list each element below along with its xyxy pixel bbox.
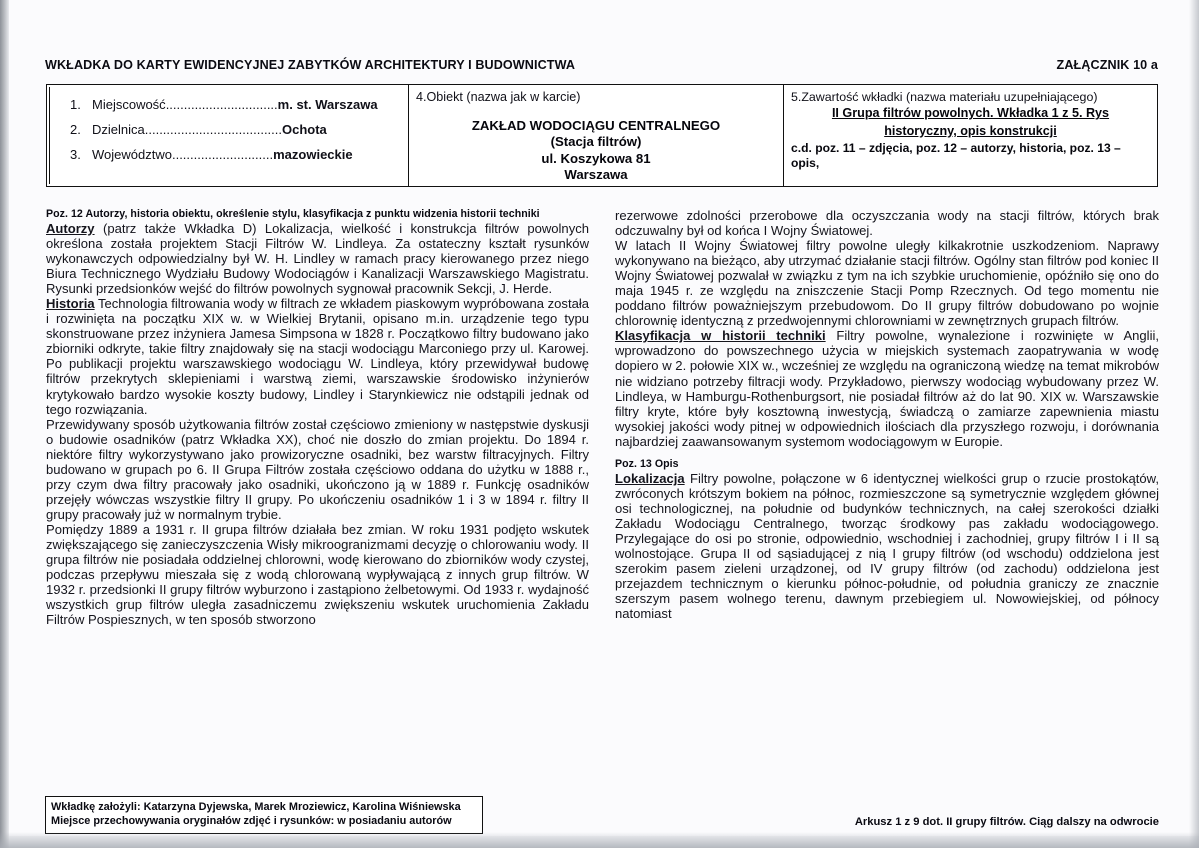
row-number: 1. — [70, 97, 81, 112]
content-title-line2: historyczny, opis konstrukcji — [884, 123, 1057, 138]
list-item — [54, 122, 401, 137]
location-cell — [47, 85, 409, 186]
row-value: Ochota — [282, 122, 327, 137]
row-label: Dzielnica — [92, 122, 145, 137]
scan-edge-artifact-right — [1189, 0, 1199, 848]
row-number: 3. — [70, 147, 81, 162]
body-columns — [46, 208, 1159, 627]
page-title: WKŁADKA DO KARTY EWIDENCYJNEJ ZABYTKÓW ARCHITEKTURY I BUDOWNICTWA — [45, 58, 576, 72]
paragraph — [615, 208, 1159, 238]
paragraph — [615, 328, 1159, 448]
originals-location-line: Miejsce przechowywania oryginałów zdjęć i rysunków: w posiadaniu autorów — [51, 815, 452, 828]
content-continuation: c.d. poz. 11 – zdjęcia, poz. 12 – autorzy, historia, poz. 13 – opis, — [791, 141, 1121, 170]
paragraph-text: Filtry powolne, połączone w 6 identycznej wielkości grup o rzucie prostokątów, zwróconych krótszym bokiem na północ, rozmieszczone są symetrycznie względem głównej osi technologicznej, na południe od budynków technicznych, na całej szerokości działki Zakładu Wodociągu Centralnego, tworząc środkowy pas zakładu wodociągowego. Przylegające do osi po stronie, odpowiednio, wschodniej i zachodniej, grupy filtrów I i II są wolnostojące. Grupa II od sąsiadującej z nią I grupy filtrów (od wschodu) oddzielona jest szerokim pasem zieleni urządzonej, od IV grupy filtrów (od zachodu) oddzielona jest przejazdem technicznym o kierunku północ-południe, od południa graniczy ze znacznie szerszym pasem wolnego terenu, dawnym przebiegiem ul. Nowowiejskiej, od północy natomiast — [615, 470, 1159, 622]
paragraph — [615, 238, 1159, 328]
location-list — [54, 90, 401, 162]
paragraph — [46, 296, 589, 416]
row-value: m. st. Warszawa — [277, 97, 378, 112]
paragraph-text: W latach II Wojny Światowej filtry powolne uległy kilkakrotnie uszkodzeniom. Naprawy wykonywano na bieżąco, aby utrzymać działanie stacji filtrów. Ogólny stan filtrów pod koniec II Wojny Światowej pozwalał w związku z tym na ich szybkie uruchomienie, opóźniło się ono do maja 1945 r. ze względu na zniszczenie Stacji Pomp Rzecznych. Od tego momentu nie poddano filtrów poważniejszym przebudowom. Do II grupy filtrów dobudowano po wojnie chlorownię identyczną z przedwojennymi chlorowniami w zewnętrznych grupach filtrów. — [615, 238, 1159, 329]
authors-line: Wkładkę założyli: Katarzyna Dyjewska, Marek Mroziewicz, Karolina Wiśniewska — [51, 801, 461, 813]
row-label: Województwo — [92, 147, 172, 162]
content-title-line1: II Grupa filtrów powolnych. Wkładka 1 z 5. Rys — [831, 106, 1110, 121]
sheet-note: Arkusz 1 z 9 dot. II grupy filtrów. Ciąg dalszy na odwrocie — [854, 816, 1159, 828]
paragraph-lead: Historia — [46, 296, 95, 312]
annex-label: ZAŁĄCZNIK 10 a — [1056, 58, 1158, 72]
paragraph-text: Technologia filtrowania wody w filtrach ze wkładem piaskowym wypróbowana została i rozwinięta na początku XIX w. w Wielkiej Brytanii, opisano m.in. urządzenie tego typu skonstruowane przez inżyniera Jamesa Simpsona w 1828 r. Początkowo filtry budowano jako zbiorniki odkryte, takie filtry znajdowały się na stacji wodociągu Marconiego przy ul. Karowej. Po publikacji projektu warszawskiego wodociągu W. Lindleya, który przewidywał budowę filtrów przekrytych sklepieniami i warstwą ziemi, warszawskie środowisko inżynierów krytykowało bardzo wysokie koszty budowy, Lindley i Starynkiewicz nie odstąpili jednak od tego rozwiązania. — [46, 296, 589, 417]
row-value: mazowieckie — [273, 147, 353, 162]
paragraph-text: Filtry powolne, wynalezione i rozwinięte w Anglii, wprowadzono do powszechnego użycia w miejskich systemach zaopatrywania w wodę dopiero w 2. połowie XIX w., wcześniej ze względu na ograniczoną wiedzę na temat mikrobów nie widziano potrzeby filtracji wody. Przykładowo, pierwszy wodociąg wybudowany przez W. Lindleya, w Hamburgu-Rothenburgsort, nie posiadał filtrów aż do lat 90. XIX w. Warszawskie filtry kryte, które były kosztowną inwestycją, świadczą o zamiarze zapewnienia miastu wysokiej jakości wody pitnej w odpowiednich ilościach dla przyszłego rozwoju, i dorównania najbardziej zaawansowanym systemom wodociągowym w Europie. — [615, 328, 1160, 449]
right-text-column — [615, 208, 1159, 627]
object-address: ul. Koszykowa 81 — [541, 150, 651, 166]
object-name-line2: (Stacja filtrów) — [550, 134, 642, 150]
row-label: Miejscowość — [92, 97, 166, 112]
row-number: 2. — [70, 122, 81, 137]
left-text-column — [46, 208, 589, 627]
paragraph — [46, 417, 589, 522]
row-dots: ............................ — [171, 147, 274, 162]
object-city: Warszawa — [564, 167, 628, 183]
object-caption: 4.Obiekt (nazwa jak w karcie) — [416, 90, 581, 104]
row-dots: ............................... — [165, 97, 278, 112]
content-cell — [784, 85, 1157, 186]
paragraph-lead: Lokalizacja — [615, 470, 685, 486]
list-item — [54, 147, 401, 162]
paragraph-lead: Klasyfikacja w historii techniki — [615, 328, 826, 344]
paragraph-text: (patrz także Wkładka D) Lokalizacja, wielkość i konstrukcja filtrów powolnych określona została projektem Stacji Filtrów W. Lindleya. Za ostateczny kształt rysunków wykonawczych odpowiedzialny był W. H. Lindley w ramach pracy kierowanego przez niego Biura Technicznego Wydziału Budowy Wodociągów i Kanalizacji Warszawskiego Magistratu. Rysunki przedsionków wejść do filtrów powolnych sygnował pracownik Sekcji, J. Herde. — [46, 221, 589, 297]
section-kicker-poz13: Poz. 13 Opis — [615, 457, 679, 470]
paragraph-lead: Autorzy — [46, 221, 95, 236]
paragraph — [46, 221, 589, 296]
section-kicker-poz12: Poz. 12 Autorzy, historia obiektu, określenie stylu, klasyfikacja z punktu widzenia historii techniki — [46, 208, 540, 220]
row-dots: ...................................... — [144, 122, 282, 137]
content-caption: 5.Zawartość wkładki (nazwa materiału uzupełniającego) — [791, 90, 1098, 104]
object-name — [416, 118, 776, 183]
paragraph-text: Pomiędzy 1889 a 1931 r. II grupa filtrów działała bez zmian. W roku 1931 podjęto wskutek zwiększającego się zanieczyszczenia Wisły mikroogranizmami decyzję o chlorowaniu wody. II grupa filtrów nie posiadała oddzielnej chlorowni, wodę kierowano do zbiorników wody czystej, podczas przepływu mieszała się z wodą chlorowaną wypływającą z innych grup filtrów. W 1932 r. przedsionki II grupy filtrów wyburzono i zastąpiono żelbetowymi. Od 1933 r. wydajność wszystkich grup filtrów uległa zasadniczemu zwiększeniu wskutek uruchomienia Zakładu Filtrów Pospiesznych, w ten sposób stworzono — [46, 521, 589, 628]
scan-edge-artifact-bottom — [0, 832, 1199, 848]
authors-box — [45, 796, 483, 834]
paragraph — [46, 522, 589, 627]
list-item — [54, 97, 401, 112]
paragraph-text: Przewidywany sposób użytkowania filtrów został częściowo zmieniony w następstwie dyskusji o budowie osadników (patrz Wkładka XX), choć nie doszło do zmian projektu. Do 1894 r. niektóre filtry wykorzystywano jako prowizoryczne osadniki, bez warstw filtracyjnych. Filtry budowano w grupach po 6. II Grupa Filtrów została częściowo oddana do użytku w 1888 r., przy czym dwa filtry pracowały jako osadniki, ukończono ją w 1889 r. Funkcję osadników przejęły wówczas wszystkie filtry II grupy. Po ukończeniu osadników 1 i 3 w 1894 r. filtry II grupy pracowały już w normalnym trybie. — [46, 416, 589, 522]
object-name-line1: ZAKŁAD WODOCIĄGU CENTRALNEGO — [471, 118, 721, 133]
identification-table — [46, 84, 1158, 187]
document-header — [45, 58, 1158, 72]
scan-edge-artifact-left — [0, 0, 9, 848]
paragraph — [615, 471, 1159, 621]
paragraph-text: rezerwowe zdolności przerobowe dla oczyszczania wody na stacji filtrów, których brak odczuwalny był od końca I Wojny Światowej. — [615, 208, 1159, 239]
object-cell — [409, 85, 784, 186]
